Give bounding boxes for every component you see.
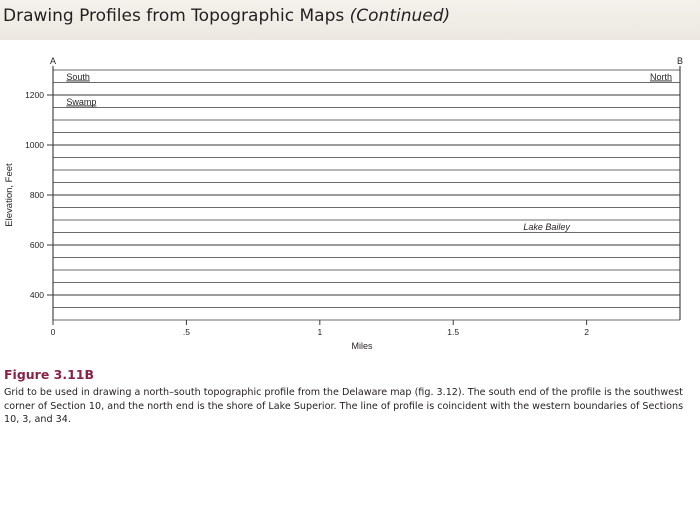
annotation-south: South	[66, 71, 90, 82]
annotation-swamp: Swamp	[66, 96, 97, 107]
figure-caption-text: Grid to be used in drawing a north–south topographic profile from the Delaware map (fig. 3.12). The south end of the profile is the southwest corner of Section 10, and the north end is the shore of Lake Superior. The line of profile is coincident with the western boundaries of Sections 10, 3, and 34.	[4, 387, 684, 425]
annotation-group-3	[521, 222, 572, 232]
annotation-group-1	[648, 72, 674, 82]
page-title-continued: (Continued)	[349, 6, 451, 26]
y-axis-label: Elevation, Feet	[4, 163, 15, 227]
x-tick-label-4: 2	[584, 327, 589, 337]
y-tick-label-1200: 1200	[25, 90, 44, 100]
x-axis-label: Miles	[351, 341, 373, 351]
x-axis-ticks	[51, 320, 590, 337]
y-tick-label-1000: 1000	[25, 140, 44, 150]
page-header	[0, 0, 700, 40]
x-tick-label-3: 1.5	[447, 327, 460, 337]
annotation-group-0	[64, 72, 92, 82]
annotation-lake-bailey: Lake Bailey	[523, 221, 570, 232]
topographic-profile-grid	[0, 40, 700, 360]
grid-lines	[53, 66, 680, 320]
annotation-north: North	[649, 71, 672, 82]
x-tick-label-2: 1	[317, 327, 323, 337]
y-tick-label-600: 600	[29, 240, 44, 250]
point-a-label: A	[49, 56, 57, 66]
page-title-main: Drawing Profiles from Topographic Maps	[3, 6, 350, 26]
annotation-group-2	[64, 97, 98, 107]
page-title	[3, 6, 450, 26]
figure-number: Figure 3.11B	[4, 367, 95, 382]
point-b-label: B	[676, 56, 684, 66]
y-axis-ticks	[25, 90, 53, 300]
x-tick-label-1: .5	[182, 327, 190, 337]
y-tick-label-400: 400	[29, 290, 44, 300]
y-tick-label-800: 800	[29, 190, 44, 200]
x-tick-label-0: 0	[50, 327, 56, 337]
figure-caption	[4, 367, 694, 427]
